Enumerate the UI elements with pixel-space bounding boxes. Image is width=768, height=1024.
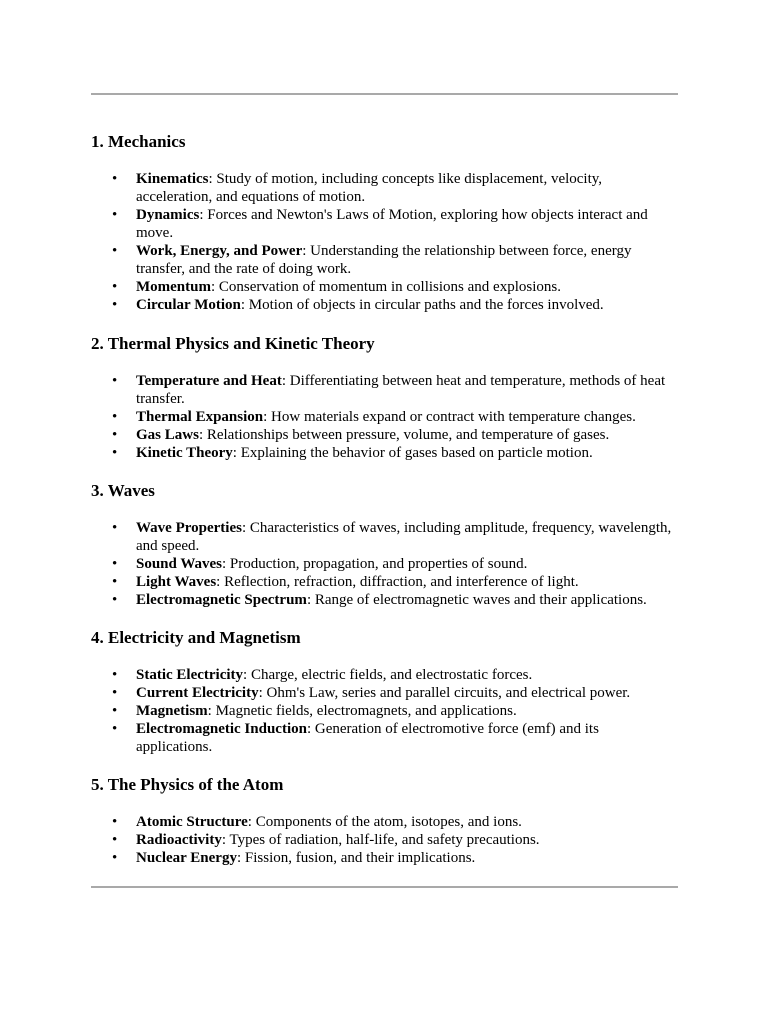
topic-description: : Relationships between pressure, volume, and temperature of gases. <box>198 427 610 443</box>
bullet-icon: • <box>112 243 118 259</box>
topic-list-thermal-physics <box>91 372 678 462</box>
document-page <box>91 93 678 888</box>
topic-description: : Motion of objects in circular paths and the forces involved. <box>240 297 604 313</box>
topic-list-electricity-magnetism <box>91 666 678 756</box>
topic-description: : Understanding the relationship between force, energy transfer, and the rate of doing work. <box>136 243 632 277</box>
bullet-icon: • <box>112 427 118 443</box>
topic-term: Momentum <box>136 279 211 295</box>
bullet-icon: • <box>112 207 118 223</box>
topic-description: : Explaining the behavior of gases based on particle motion. <box>232 445 593 461</box>
bullet-icon: • <box>112 171 118 187</box>
bullet-icon: • <box>112 279 118 295</box>
bullet-icon: • <box>112 297 118 313</box>
topic-description: : Magnetic fields, electromagnets, and applications. <box>207 703 517 719</box>
topic-description: : Forces and Newton's Laws of Motion, exploring how objects interact and move. <box>136 207 648 241</box>
topic-description: : Fission, fusion, and their implications. <box>236 850 476 866</box>
topic-description: : Components of the atom, isotopes, and ions. <box>247 814 522 830</box>
topic-description: : Reflection, refraction, diffraction, and interference of light. <box>216 574 579 590</box>
bullet-icon: • <box>112 556 118 572</box>
bullet-icon: • <box>112 574 118 590</box>
list-item <box>112 170 678 206</box>
topic-description: : Charge, electric fields, and electrostatic forces. <box>243 667 533 683</box>
topic-term: Current Electricity <box>136 685 259 701</box>
bullet-icon: • <box>112 814 118 830</box>
section-heading-atom: 5. The Physics of the Atom <box>91 775 284 794</box>
section-heading-mechanics: 1. Mechanics <box>91 132 186 151</box>
bullet-icon: • <box>112 409 118 425</box>
topic-description: : Production, propagation, and properties of sound. <box>222 556 528 572</box>
bullet-icon: • <box>112 667 118 683</box>
bullet-icon: • <box>112 520 118 536</box>
topic-description: : Types of radiation, half-life, and safety precautions. <box>221 832 540 848</box>
list-item <box>112 684 678 702</box>
bullet-icon: • <box>112 592 118 608</box>
list-item <box>112 573 678 591</box>
top-divider <box>91 93 678 95</box>
topic-term: Light Waves <box>136 574 217 590</box>
list-item <box>112 206 678 242</box>
topic-term: Nuclear Energy <box>136 850 237 866</box>
list-item <box>112 519 678 555</box>
bullet-icon: • <box>112 703 118 719</box>
topic-term: Temperature and Heat <box>136 373 282 389</box>
list-item <box>112 666 678 684</box>
bullet-icon: • <box>112 373 118 389</box>
bullet-icon: • <box>112 832 118 848</box>
topic-term: Wave Properties <box>136 520 242 536</box>
list-item <box>112 591 678 609</box>
bullet-icon: • <box>112 685 118 701</box>
list-item <box>112 720 678 756</box>
bottom-divider <box>91 886 678 888</box>
topic-term: Kinematics <box>136 171 209 187</box>
list-item <box>112 242 678 278</box>
topic-description: : Range of electromagnetic waves and their applications. <box>306 592 647 608</box>
list-item <box>112 813 678 831</box>
topic-term: Sound Waves <box>136 556 223 572</box>
topic-description: : Study of motion, including concepts like displacement, velocity, acceleration, and equations of motion. <box>136 171 603 205</box>
topic-description: : Characteristics of waves, including amplitude, frequency, wavelength, and speed. <box>136 520 672 554</box>
bullet-icon: • <box>112 445 118 461</box>
topic-term: Magnetism <box>136 703 208 719</box>
list-item <box>112 408 678 426</box>
list-item <box>112 444 678 462</box>
topic-description: : Conservation of momentum in collisions and explosions. <box>211 279 561 295</box>
topic-term: Atomic Structure <box>136 814 248 830</box>
topic-term: Work, Energy, and Power <box>136 243 303 259</box>
topic-term: Circular Motion <box>136 297 241 313</box>
topic-description: : Generation of electromotive force (emf) and its applications. <box>136 721 599 755</box>
topic-term: Thermal Expansion <box>136 409 264 425</box>
topic-list-waves <box>91 519 678 609</box>
list-item <box>112 702 678 720</box>
topic-term: Dynamics <box>136 207 200 223</box>
topic-term: Electromagnetic Spectrum <box>136 592 307 608</box>
topic-term: Radioactivity <box>136 832 222 848</box>
bullet-icon: • <box>112 721 118 737</box>
topic-description: : Differentiating between heat and temperature, methods of heat transfer. <box>136 373 666 407</box>
list-item <box>112 372 678 408</box>
topic-description: : How materials expand or contract with temperature changes. <box>263 409 636 425</box>
list-item <box>112 831 678 849</box>
topic-term: Electromagnetic Induction <box>136 721 307 737</box>
section-heading-thermal-physics: 2. Thermal Physics and Kinetic Theory <box>91 334 375 353</box>
list-item <box>112 278 678 296</box>
list-item <box>112 426 678 444</box>
section-heading-electricity-magnetism: 4. Electricity and Magnetism <box>91 628 301 647</box>
list-item <box>112 555 678 573</box>
topic-description: : Ohm's Law, series and parallel circuits, and electrical power. <box>258 685 631 701</box>
bullet-icon: • <box>112 850 118 866</box>
topic-list-atom <box>91 813 678 867</box>
topic-term: Static Electricity <box>136 667 244 683</box>
topic-term: Kinetic Theory <box>136 445 233 461</box>
list-item <box>112 296 678 314</box>
list-item <box>112 849 678 867</box>
topic-list-mechanics <box>91 170 678 314</box>
section-heading-waves: 3. Waves <box>91 481 155 500</box>
topic-term: Gas Laws <box>136 427 199 443</box>
